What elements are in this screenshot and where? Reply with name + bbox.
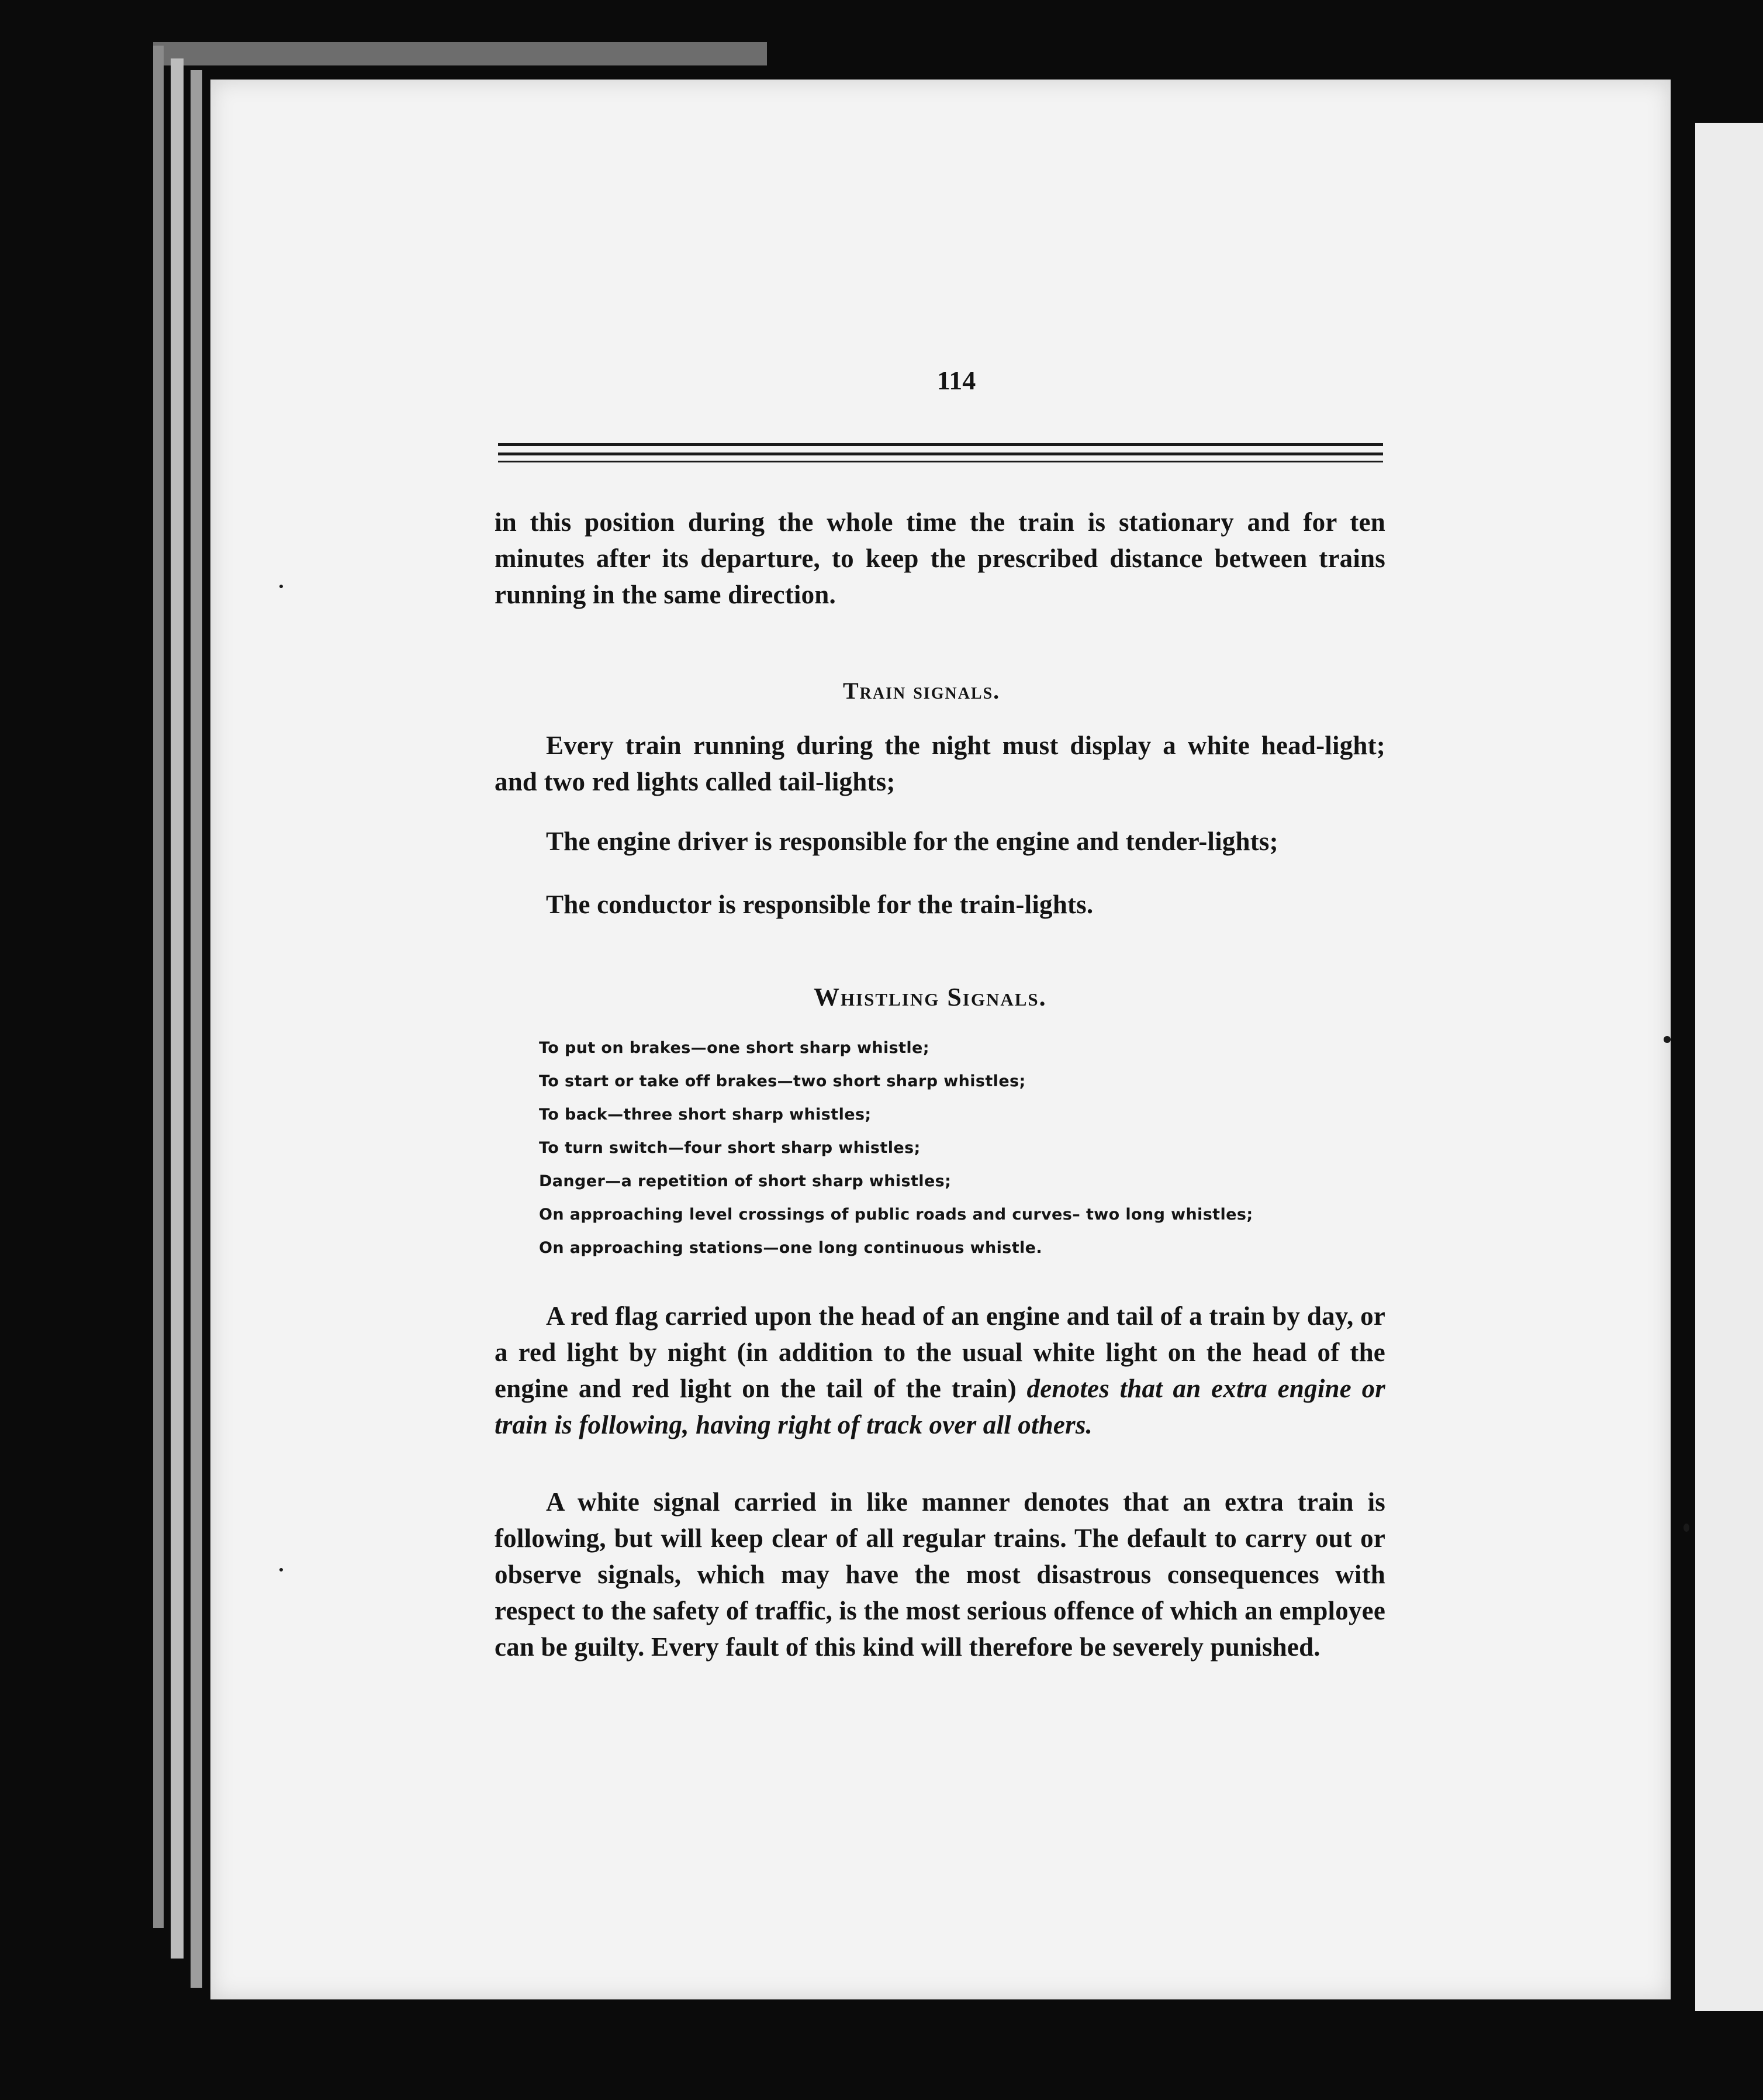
white-signal-paragraph: A white signal carried in like manner denotes that an extra train is following, but will keep clear of all regular trains. The default to carry out or observe signals, which may have the most disastrous consequences with respect to the safety of traffic, is the most serious offence of which an employee can be guilty. Every fault of this kind will therefore be severely punished. xyxy=(495,1487,1385,1662)
list-item: To start or take off brakes—two short sharp whistles; xyxy=(539,1072,1026,1090)
whistling-signals-heading: Whistling Signals. xyxy=(814,983,1047,1011)
page-gutter-shadow xyxy=(1673,117,1681,2005)
continuation-paragraph-block xyxy=(495,504,1385,613)
book-edge-left-2 xyxy=(171,58,184,1959)
train-signals-paragraph: The engine driver is responsible for the engine and tender-lights; xyxy=(546,827,1278,856)
book-edge-top xyxy=(153,42,767,65)
red-flag-paragraph xyxy=(495,1298,1385,1443)
list-item: Danger—a repetition of short sharp whistles; xyxy=(539,1172,952,1190)
book-edge-left-3 xyxy=(191,70,202,1988)
page-number: 114 xyxy=(936,365,976,395)
train-signals-heading: Train signals. xyxy=(843,678,1001,704)
list-item: To back—three short sharp whistles; xyxy=(539,1106,872,1124)
scan-speck xyxy=(1664,1036,1671,1043)
header-rule xyxy=(498,453,1383,455)
scan-speck xyxy=(1684,1524,1689,1532)
white-signal-paragraph-block xyxy=(495,1484,1385,1665)
list-item: On approaching level crossings of public roads and curves– two long whistles; xyxy=(539,1206,1253,1224)
scan-speck xyxy=(279,1568,283,1571)
header-rule xyxy=(498,461,1383,462)
continuation-paragraph: in this position during the whole time the train is stationary and for ten minutes after its departure, to keep the prescribed distance between trains running in the same direction. xyxy=(495,507,1385,609)
list-item: On approaching stations—one long continuous whistle. xyxy=(539,1239,1043,1257)
train-signals-paragraph-block xyxy=(495,823,1385,859)
red-flag-paragraph-block xyxy=(495,1298,1385,1443)
train-signals-paragraph: The conductor is responsible for the train-lights. xyxy=(546,890,1094,919)
train-signals-paragraph-block xyxy=(495,886,1385,923)
list-item: To turn switch—four short sharp whistles; xyxy=(539,1139,921,1157)
train-signals-paragraph-block xyxy=(495,727,1385,800)
whistling-signals-list xyxy=(539,1031,1334,1265)
scan-speck xyxy=(279,585,283,588)
facing-page-edge xyxy=(1695,123,1763,2011)
red-flag-text: A red flag carried upon the head of an engine and tail of a train by day, or a red light by night (in addition to the usual white light on the head of the engine and red light on the tail of the train) xyxy=(495,1301,1385,1403)
red-flag-italic-text: denotes that an extra engine or train is following, having right of track over all others. xyxy=(495,1374,1385,1439)
list-item: To put on brakes—one short sharp whistle; xyxy=(539,1039,929,1057)
train-signals-paragraph: Every train running during the night must display a white head-light; and two red lights called tail-lights; xyxy=(495,731,1385,796)
book-edge-left-1 xyxy=(153,46,164,1928)
header-rule xyxy=(498,443,1383,446)
